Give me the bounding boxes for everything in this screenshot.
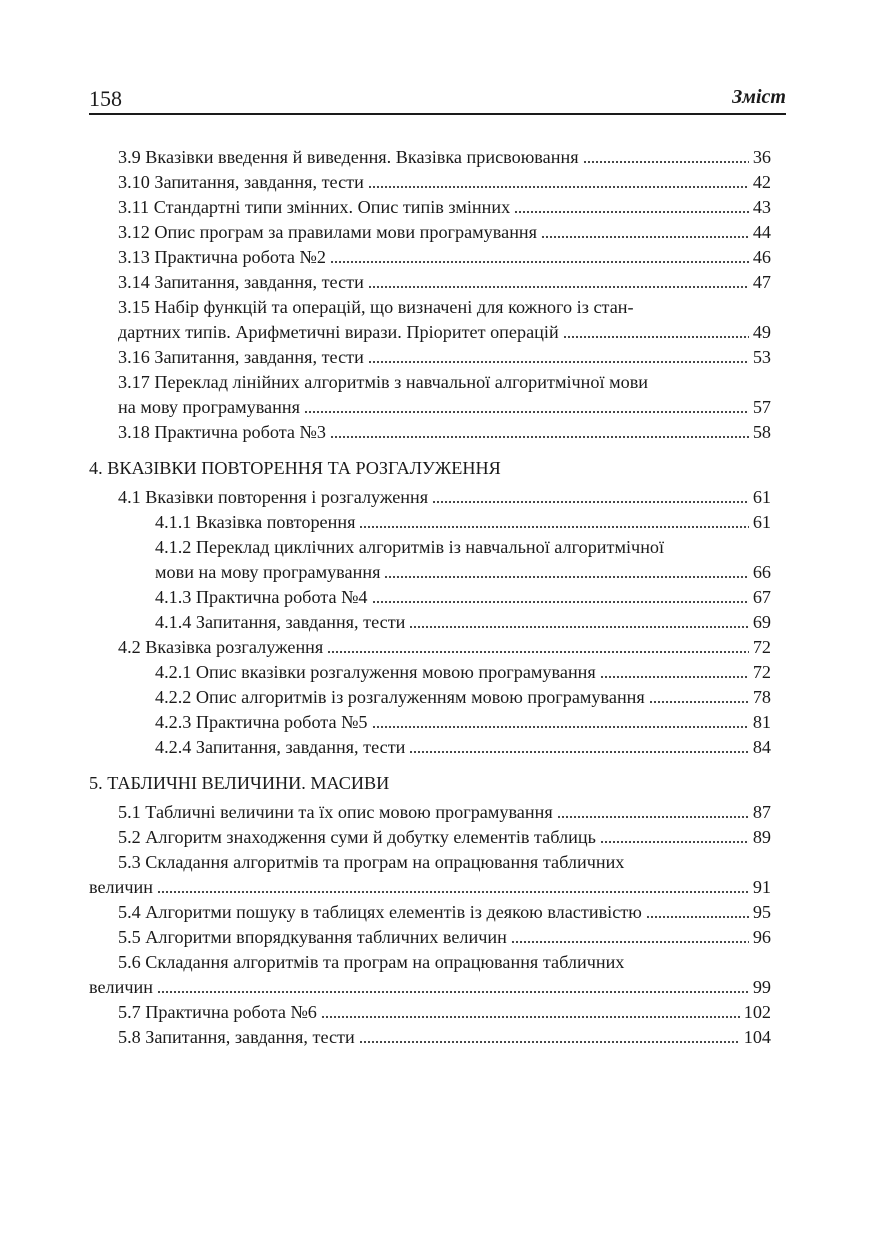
toc-page-number: 43 bbox=[752, 197, 771, 217]
dot-leader bbox=[600, 830, 749, 844]
toc-entry-label: 4.2.1 Опис вказівки розгалуження мовою програмування bbox=[155, 662, 596, 682]
toc-page-number: 81 bbox=[752, 712, 771, 732]
toc-entry-label: 3.14 Запитання, завдання, тести bbox=[118, 272, 364, 292]
toc-entry-label: 5.7 Практична робота №6 bbox=[118, 1002, 317, 1022]
toc-entry-label: 5.8 Запитання, завдання, тести bbox=[118, 1027, 355, 1047]
toc-entry-label: 3.18 Практична робота №3 bbox=[118, 422, 326, 442]
toc-entry-5-4[interactable] bbox=[89, 900, 771, 925]
toc-entry-3-11[interactable] bbox=[89, 195, 771, 220]
toc-page-number: 49 bbox=[752, 322, 771, 342]
dot-leader bbox=[583, 150, 749, 164]
toc-entry-4-1-1[interactable] bbox=[89, 510, 771, 535]
dot-leader bbox=[372, 590, 749, 604]
toc-page-number: 47 bbox=[752, 272, 771, 292]
toc-entry-4-1-3[interactable] bbox=[89, 585, 771, 610]
toc-entry-label: 5.2 Алгоритм знаходження суми й добутку елементів таблиць bbox=[118, 827, 596, 847]
toc-entry-3-14[interactable] bbox=[89, 270, 771, 295]
toc-entry-label: дартних типів. Арифметичні вирази. Пріоритет операцій bbox=[118, 322, 559, 342]
toc-entry-label: 4.1 Вказівки повторення і розгалуження bbox=[118, 487, 429, 507]
toc-entry-label: 3.10 Запитання, завдання, тести bbox=[118, 172, 364, 192]
toc-entry-3-18[interactable] bbox=[89, 420, 771, 445]
toc-page-number: 69 bbox=[752, 612, 771, 632]
toc-page-number: 87 bbox=[752, 802, 771, 822]
toc-entry-4-1-2[interactable] bbox=[89, 560, 771, 585]
toc-entry-4-2-2[interactable] bbox=[89, 685, 771, 710]
toc-entry-4-1[interactable] bbox=[89, 485, 771, 510]
toc-page-number: 72 bbox=[752, 637, 771, 657]
toc-page-number: 53 bbox=[752, 347, 771, 367]
toc-entry-label: 5.4 Алгоритми пошуку в таблицях елементів із деякою властивістю bbox=[118, 902, 642, 922]
dot-leader bbox=[372, 715, 749, 729]
dot-leader bbox=[157, 980, 749, 994]
toc-page-number: 91 bbox=[752, 877, 771, 897]
toc-page-number: 67 bbox=[752, 587, 771, 607]
toc-page-number: 84 bbox=[752, 737, 771, 757]
toc-entry-5-2[interactable] bbox=[89, 825, 771, 850]
toc-page-number: 99 bbox=[752, 977, 771, 997]
toc-page-number: 42 bbox=[752, 172, 771, 192]
toc-page-number: 104 bbox=[743, 1027, 771, 1047]
dot-leader bbox=[304, 400, 749, 414]
toc-entry-label: мови на мову програмування bbox=[155, 562, 381, 582]
dot-leader bbox=[368, 175, 749, 189]
toc-entry-5-1[interactable] bbox=[89, 800, 771, 825]
dot-leader bbox=[409, 615, 748, 629]
toc-page-number: 44 bbox=[752, 222, 771, 242]
toc-page-number: 46 bbox=[752, 247, 771, 267]
toc-entry-label: 4.1.4 Запитання, завдання, тести bbox=[155, 612, 406, 632]
toc-entry-label: величин bbox=[89, 977, 153, 997]
dot-leader bbox=[557, 805, 749, 819]
toc-page-number: 72 bbox=[752, 662, 771, 682]
toc-entry-5-6-line1[interactable]: 5.6 Складання алгоритмів та програм на опрацювання табличних bbox=[118, 952, 625, 972]
toc-page-number: 89 bbox=[752, 827, 771, 847]
dot-leader bbox=[368, 350, 749, 364]
page-number: 158 bbox=[89, 86, 122, 111]
toc-entry-5-6[interactable] bbox=[89, 975, 771, 1000]
toc-entry-4-2-1[interactable] bbox=[89, 660, 771, 685]
toc-entry-label: 4.1.1 Вказівка повторення bbox=[155, 512, 356, 532]
dot-leader bbox=[511, 930, 749, 944]
dot-leader bbox=[330, 250, 749, 264]
toc-page-number: 61 bbox=[752, 512, 771, 532]
toc-entry-label: 3.9 Вказівки введення й виведення. Вказівка присвоювання bbox=[118, 147, 579, 167]
toc-entry-label: 3.13 Практична робота №2 bbox=[118, 247, 326, 267]
toc-entry-4-2-4[interactable] bbox=[89, 735, 771, 760]
toc-entry-label: 3.11 Стандартні типи змінних. Опис типів змінних bbox=[118, 197, 511, 217]
toc-entry-3-17[interactable] bbox=[89, 395, 771, 420]
dot-leader bbox=[157, 880, 749, 894]
toc-entry-3-15-line1[interactable]: 3.15 Набір функцій та операцій, що визначені для кожного із стан- bbox=[118, 297, 634, 317]
toc-entry-4-1-2-line1[interactable]: 4.1.2 Переклад циклічних алгоритмів із навчальної алгоритмічної bbox=[155, 537, 665, 557]
toc-entry-5-3-line1[interactable]: 5.3 Складання алгоритмів та програм на опрацювання табличних bbox=[118, 852, 625, 872]
dot-leader bbox=[649, 690, 749, 704]
toc-entry-5-7[interactable] bbox=[89, 1000, 771, 1025]
toc-entry-label: 4.2.2 Опис алгоритмів із розгалуженням мовою програмування bbox=[155, 687, 645, 707]
chapter-4-title[interactable]: 4. ВКАЗІВКИ ПОВТОРЕННЯ ТА РОЗГАЛУЖЕННЯ bbox=[89, 458, 501, 478]
toc-entry-label: 4.1.3 Практична робота №4 bbox=[155, 587, 368, 607]
toc-page-number: 95 bbox=[752, 902, 771, 922]
toc-entry-3-13[interactable] bbox=[89, 245, 771, 270]
dot-leader bbox=[541, 225, 749, 239]
dot-leader bbox=[432, 490, 749, 504]
dot-leader bbox=[359, 515, 748, 529]
toc-entry-4-2[interactable] bbox=[89, 635, 771, 660]
dot-leader bbox=[409, 740, 748, 754]
toc-page-number: 57 bbox=[752, 397, 771, 417]
toc-entry-5-3[interactable] bbox=[89, 875, 771, 900]
dot-leader bbox=[563, 325, 749, 339]
toc-page-number: 61 bbox=[752, 487, 771, 507]
toc-page-number: 96 bbox=[752, 927, 771, 947]
header-rule bbox=[89, 113, 786, 115]
dot-leader bbox=[646, 905, 749, 919]
toc-page-number: 102 bbox=[743, 1002, 771, 1022]
dot-leader bbox=[327, 640, 749, 654]
toc-page-number: 36 bbox=[752, 147, 771, 167]
dot-leader bbox=[514, 200, 749, 214]
toc-entry-label: 4.2 Вказівка розгалуження bbox=[118, 637, 324, 657]
toc-page-number: 78 bbox=[752, 687, 771, 707]
table-of-contents bbox=[89, 145, 771, 1050]
dot-leader bbox=[330, 425, 749, 439]
toc-entry-label: 5.1 Табличні величини та їх опис мовою програмування bbox=[118, 802, 553, 822]
toc-entry-3-12[interactable] bbox=[89, 220, 771, 245]
dot-leader bbox=[384, 565, 748, 579]
toc-entry-label: 3.16 Запитання, завдання, тести bbox=[118, 347, 364, 367]
dot-leader bbox=[321, 1005, 740, 1019]
toc-entry-label: величин bbox=[89, 877, 153, 897]
toc-entry-5-8[interactable] bbox=[89, 1025, 771, 1050]
toc-entry-label: 4.2.4 Запитання, завдання, тести bbox=[155, 737, 406, 757]
toc-entry-5-5[interactable] bbox=[89, 925, 771, 950]
toc-entry-label: 4.2.3 Практична робота №5 bbox=[155, 712, 368, 732]
toc-entry-3-16[interactable] bbox=[89, 345, 771, 370]
dot-leader bbox=[600, 665, 749, 679]
toc-entry-3-10[interactable] bbox=[89, 170, 771, 195]
running-head: Зміст bbox=[732, 86, 786, 108]
page-header bbox=[89, 86, 786, 114]
dot-leader bbox=[359, 1030, 740, 1044]
toc-entry-4-1-4[interactable] bbox=[89, 610, 771, 635]
toc-entry-3-17-line1[interactable]: 3.17 Переклад лінійних алгоритмів з навчальної алгоритмічної мови bbox=[118, 372, 649, 392]
toc-entry-3-9[interactable] bbox=[89, 145, 771, 170]
toc-entry-label: 5.5 Алгоритми впорядкування табличних величин bbox=[118, 927, 507, 947]
toc-page-number: 58 bbox=[752, 422, 771, 442]
dot-leader bbox=[368, 275, 749, 289]
chapter-5-title[interactable]: 5. ТАБЛИЧНІ ВЕЛИЧИНИ. МАСИВИ bbox=[89, 773, 390, 793]
toc-entry-3-15[interactable] bbox=[89, 320, 771, 345]
toc-entry-label: 3.12 Опис програм за правилами мови програмування bbox=[118, 222, 538, 242]
toc-entry-4-2-3[interactable] bbox=[89, 710, 771, 735]
toc-entry-label: на мову програмування bbox=[118, 397, 300, 417]
toc-page-number: 66 bbox=[752, 562, 771, 582]
